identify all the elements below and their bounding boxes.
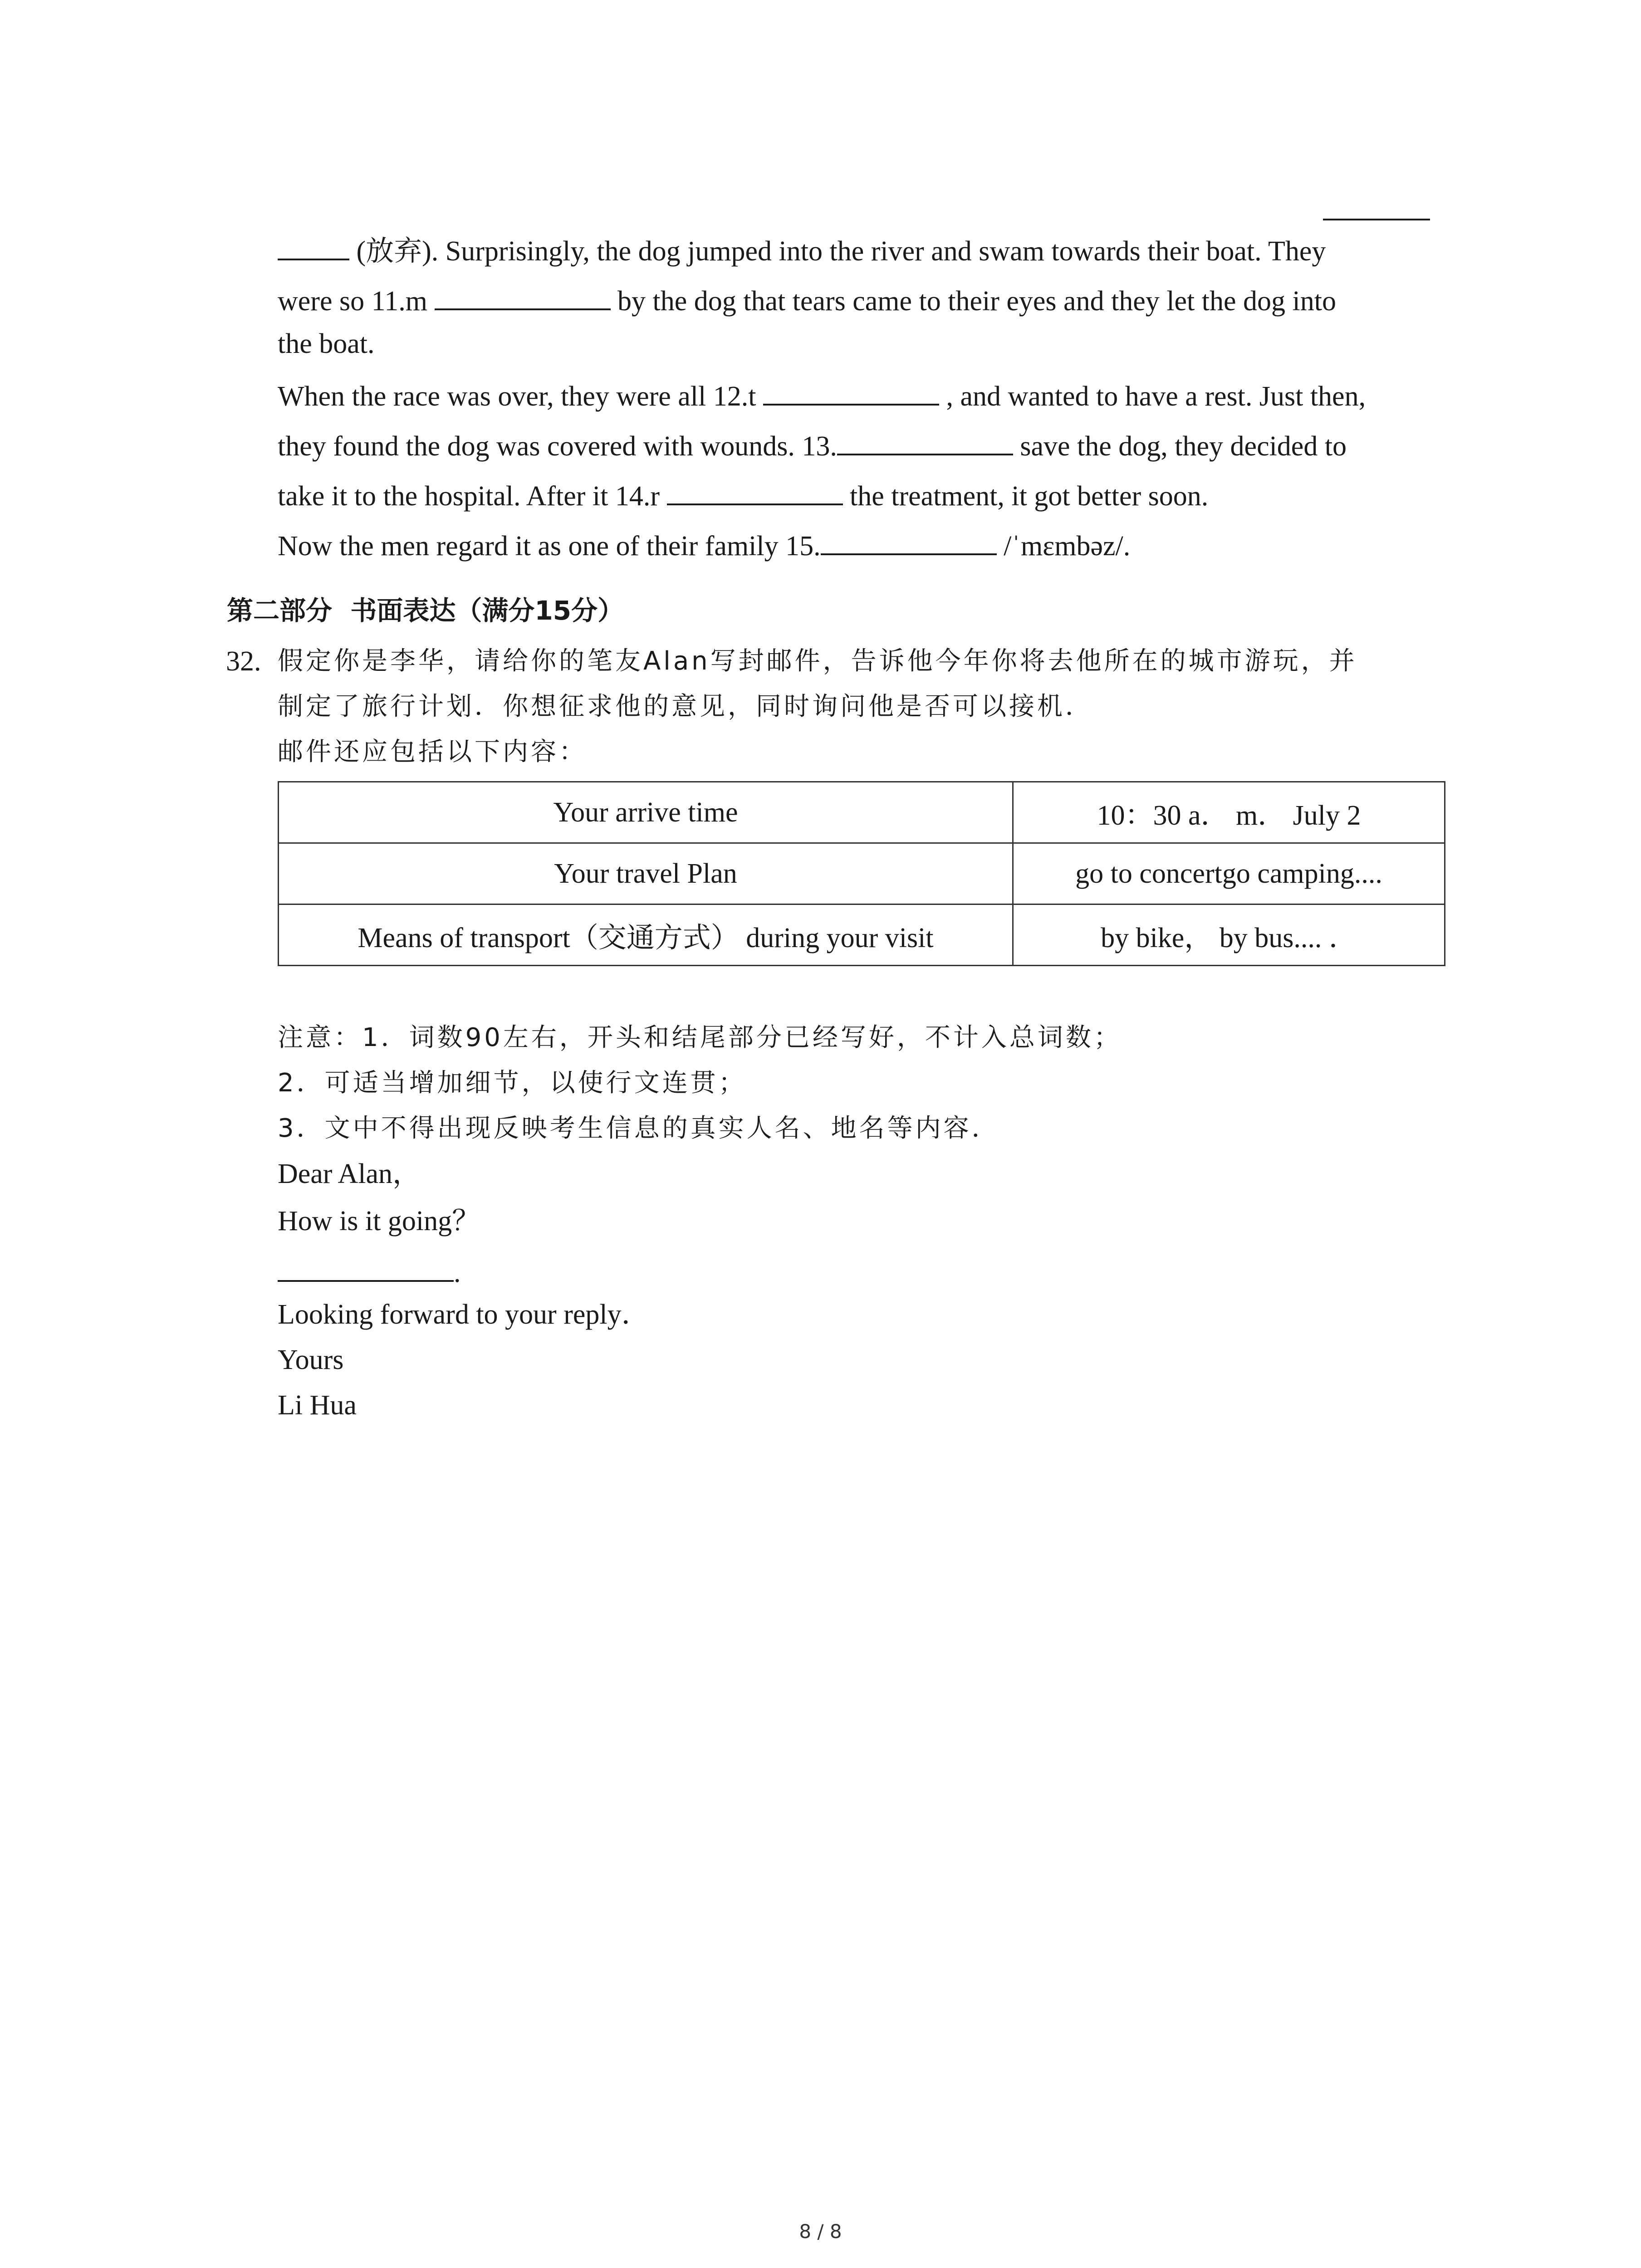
note-line-2: 2．可适当增加细节，以使行文连贯； [278, 1068, 747, 1098]
passage-text: , and wanted to have a rest. Just then, [939, 381, 1366, 412]
question-prompt-line-3: 邮件还应包括以下内容： [278, 737, 587, 767]
passage-line-3 [278, 326, 375, 362]
passage-line-6 [278, 475, 1208, 514]
passage-text: the treatment, it got better soon. [843, 481, 1209, 512]
table-row [279, 904, 1445, 966]
letter-text: . [454, 1257, 461, 1288]
answer-blank-11 [435, 280, 611, 310]
table-row [279, 843, 1445, 904]
letter-greeting: Dear Alan， [278, 1158, 421, 1189]
letter-closing: Looking forward to your reply． [278, 1299, 650, 1330]
passage-line-7 [278, 525, 1130, 564]
passage-text: (放弃). Surprisingly, the dog jumped into the river and swam towards their boat. They [349, 236, 1326, 267]
table-row [279, 782, 1445, 843]
passage-text: were so 11.m [278, 286, 435, 317]
passage-text: take it to the hospital. After it 14.r [278, 481, 667, 512]
table-cell: by bike， by bus.... ． [1013, 904, 1445, 966]
passage-text: they found the dog was covered with wounds. 13. [278, 431, 837, 462]
passage-line-4 [278, 376, 1366, 415]
answer-blank-10-tail [1323, 219, 1430, 220]
section-heading: 第二部分 书面表达（满分15分） [227, 595, 624, 626]
passage-text: When the race was over, they were all 12.t [278, 381, 763, 412]
page-number: 8 / 8 [799, 2220, 842, 2243]
passage-line-1 [278, 230, 1326, 269]
passage-text: save the dog, they decided to [1013, 431, 1347, 462]
passage-text: by the dog that tears came to their eyes and they let the dog into [610, 286, 1336, 317]
letter-signature: Li Hua [278, 1390, 357, 1421]
note-line-3: 3．文中不得出现反映考生信息的真实人名、地名等内容． [278, 1114, 1000, 1143]
table-cell: Your arrive time [279, 782, 1013, 843]
table-cell: Your travel Plan [279, 843, 1013, 904]
letter-opening: How is it going？ [278, 1206, 480, 1237]
table-cell: go to concertgo camping.... [1013, 843, 1445, 904]
info-table [278, 781, 1445, 966]
passage-line-5 [278, 425, 1347, 464]
answer-blank-10 [278, 230, 349, 260]
answer-blank-13 [837, 425, 1013, 455]
letter-body-line [278, 1252, 461, 1291]
passage-line-2 [278, 280, 1336, 319]
question-number: 32. [226, 646, 261, 677]
question-prompt-line-2: 制定了旅行计划．你想征求他的意见，同时询问他是否可以接机． [278, 692, 1093, 721]
letter-signoff: Yours [278, 1344, 344, 1375]
answer-blank-14 [667, 475, 843, 505]
writing-blank [278, 1252, 454, 1282]
table-cell: 10：30 a． m． July 2 [1013, 782, 1445, 843]
table-cell: Means of transport（交通方式） during your visit [279, 904, 1013, 966]
note-line-1: 注意：1．词数90左右，开头和结尾部分已经写好，不计入总词数； [278, 1023, 1122, 1052]
passage-text: Now the men regard it as one of their family 15. [278, 531, 821, 562]
answer-blank-15 [821, 525, 997, 555]
passage-text: the boat. [278, 328, 375, 359]
question-prompt-line-1: 假定你是李华，请给你的笔友Alan写封邮件，告诉他今年你将去他所在的城市游玩，并 [278, 646, 1357, 676]
passage-text: /ˈmɛmbəz/. [996, 531, 1131, 562]
answer-blank-12 [763, 376, 939, 406]
